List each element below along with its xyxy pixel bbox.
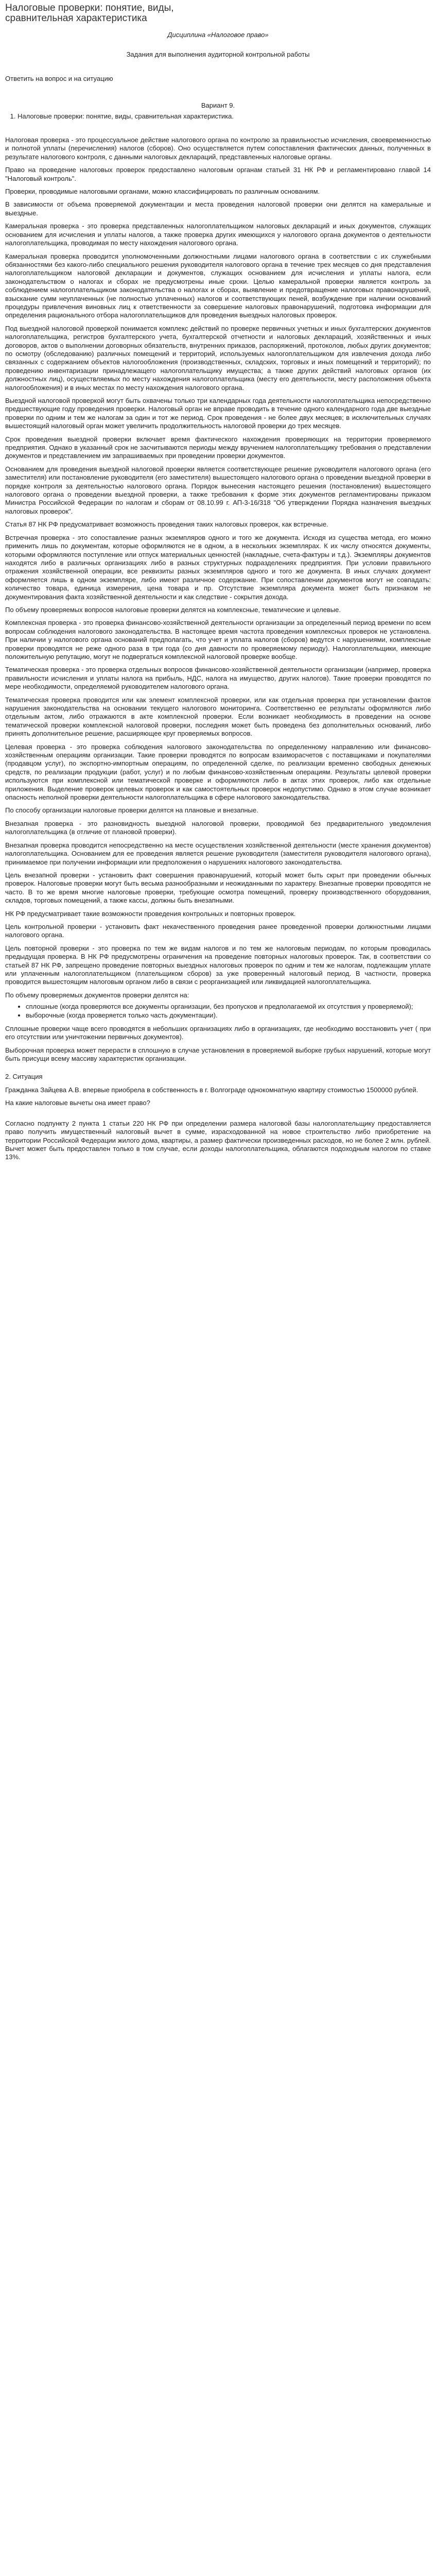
paragraph: Право на проведение налоговых проверок предоставлено налоговым органам статьей 31 НК РФ и регламентировано главой 14 "Налоговый контроль".: [5, 166, 431, 182]
paragraph: Целевая проверка - это проверка соблюдения налогового законодательства по определенному направлению или финансово-хозяйственным операциям организации. Такие проверки проводятся по вопросам взаиморасчетов с поставщиками и покупателями (продавцом услуг), по экспортно-импортным операциям, по определенной сделке, по реализации временно свободных денежных средств, по реализации продукции (работ, услуг) и по любым финансово-хозяйственным операциям. Результаты целевой проверки используются при комплексной или тематической проверке и оформляются либо в актах этих проверок, либо как отдельные приложения. Выделение проверок целевых проверок и как самостоятельных проверок недопустимо. Однако в этом случае возникает опасность неполной проверки деятельности налогоплательщика в сфере налогового законодательства.: [5, 742, 431, 802]
paragraph: Выборочная проверка может перерасти в сплошную в случае установления в проверяемой выборке грубых нарушений, которые могут быть присущи всему массиву характеристик организации.: [5, 1046, 431, 1063]
paragraph: Статья 87 НК РФ предусматривает возможность проведения таких налоговых проверок, как встречные.: [5, 520, 328, 529]
paragraph: Внезапная проверка проводится непосредственно на месте осуществления хозяйственной деятельности (месте хранения документов) налогоплательщика. Основанием для ее проведения является решение руководителя (заместителя руководителя налогового органа), принимаемое при получении информации или предположения о нарушениях налогового законодательства.: [5, 841, 431, 866]
discipline-label: Дисциплина: [167, 31, 206, 39]
paragraph: Срок проведения выездной проверки включает время фактического нахождения проверяющих на территории проверяемого предприятия. Однако в указанный срок не засчитываются периоды между вручением налогоплательщику требования о представлении документов и представлением им запрашиваемых при проведении проверки документов.: [5, 435, 431, 460]
bullet-list: [5, 1003, 431, 1020]
paragraph: Встречная проверка - это сопоставление разных экземпляров одного и того же документа. Исходя из существа метода, его можно применить лишь по документам, которые оформляются не в одном, а в нескольких экземплярах. К их числу относятся документы, которыми оформляются поступление или отпуск материальных ценностей (накладные, счета-фактуры и т.д.). Экземпляры документов находятся либо в различных организациях либо в разных структурных подразделениях предприятия. При условии правильного отражения хозяйственной операции, все реквизиты разных экземпляров одного и того же документа. В иных случаях документ оформляется лишь в одном экземпляре, либо имеют различное содержание. При сопоставлении документов могут не совпадать: количество товара, единица измерения, цена товара и пр. Отсутствие экземпляра документа может быть признаком не документирования факта хозяйственной деятельности и как следствие - сокрытия дохода.: [5, 533, 431, 601]
paragraph: Проверки, проводимые налоговыми органами, можно классифицировать по различным основаниям.: [5, 188, 320, 196]
paragraph: По объему проверяемых документов проверки делятся на:: [5, 991, 189, 999]
paragraph: Внезапная проверка - это разновидность выездной налоговой проверки, проводимой без предварительного уведомления налогоплательщика (в отличие от плановой проверки).: [5, 819, 431, 836]
paragraph: Под выездной налоговой проверкой понимается комплекс действий по проверке первичных учетных и иных бухгалтерских документов налогоплательщика, регистров бухгалтерского учета, бухгалтерской отчетности и налоговых деклараций, хозяйственных и иных договоров, актов о выполнении договорных обязательств, внутренних приказов, распоряжений, протоколов, любых других документов; по осмотру (обследованию) различных помещений и территорий, используемых налогоплательщиком для извлечения дохода либо связанных с содержанием объектов налогообложения (производственных, складских, торговых и иных помещений и территорий); по проведению инвентаризации принадлежащего налогоплательщику имущества; а также других действий налоговых органов (их должностных лиц), осуществляемых по месту нахождения налогоплательщика (месту его деятельности, месту расположения объекта налогообложения) и в иных местах по месту нахождения налогового органа.: [5, 324, 431, 392]
assignment-title: Задания для выполнения аудиторной контрольной работы: [126, 50, 310, 59]
paragraph: Цель повторной проверки - это проверка по тем же видам налогов и по тем же налоговым периодам, по которым проводилась предыдущая проверка. В НК РФ предусмотрены ограничения на проведение повторных налоговых проверок. Так, в соответствии со статьей 87 НК РФ, запрещено проведение повторных выездных налоговых проверок по одним и тем же налогам, подлежащим уплате или уплаченным налогоплательщиком (плательщиком сборов) за уже проверенный налоговый период. В частности, проверка проводится вышестоящим налоговым органом либо в связи с реорганизацией или ликвидацией налогоплательщика.: [5, 944, 431, 986]
paragraph: Тематическая проверка - это проверка отдельных вопросов финансово-хозяйственной деятельности организации (например, проверка правильности исчисления и уплаты налога на прибыль, НДС, налога на имущество, других налогов). Такие проверки проводятся по мере необходимости, определяемой руководителем налогового органа.: [5, 666, 431, 691]
paragraph: Камеральная проверка - это проверка представленных налогоплательщиком налоговых деклараций и иных документов, служащих основанием для исчисления и уплаты налогов, а также проверка других имеющихся у налогового органа документов о деятельности налогоплательщика, проводимая по месту нахождения налогового органа.: [5, 222, 431, 247]
situation-question: На какие налоговые вычеты она имеет право?: [5, 1099, 150, 1107]
discipline-name: «Налоговое право»: [207, 31, 269, 39]
paragraph: Сплошные проверки чаще всего проводятся в небольших организациях либо в организациях, где необходимо восстановить учет ( при его отсутствии или уничтожении первичных документов).: [5, 1025, 431, 1041]
answer-paragraph: Согласно подпункту 2 пункта 1 статьи 220 НК РФ при определении размера налоговой базы налогоплательщику предоставляется право получить имущественный налоговый вычет в сумме, израсходованной на новое строительство либо приобретение на территории Российской Федерации жилого дома, квартиры, а размер фактически произведенных расходов, но не более 2 млн. рублей. Вычет может быть предоставлен только в том случае, если доходы налогоплательщика, облагаются подоходным налогом по ставке 13%.: [5, 1119, 431, 1161]
paragraph: Налоговая проверка - это процессуальное действие налогового органа по контролю за правильностью исчисления, своевременностью и полнотой уплаты (перечисления) налогов (сборов). Оно осуществляется путем сопоставления фактических данных, полученных в результате налогового контроля, с данными налоговых деклараций, представленных налоговые органы.: [5, 136, 431, 161]
paragraph: Основанием для проведения выездной налоговой проверки является соответствующее решение руководителя налогового органа (его заместителя) или постановление руководителя (его заместителя) вышестоящего налогового органа о проведении выездной проверки в порядке контроля за деятельностью налогового органа. Порядок вынесения настоящего решения (постановления) вышестоящего налогового органа о проведении выездной проверки, а также требования к форме этих документов регламентированы приказом Министра Российской Федерации по налогам и сборам от 08.10.99 г. АП-3-16/318 "Об утверждении Порядка назначения выездных налоговых проверок".: [5, 465, 431, 515]
paragraph: В зависимости от объема проверяемой документации и места проведения налоговой проверки они делятся на камеральные и выездные.: [5, 200, 431, 217]
paragraph: Цель контрольной проверки - установить факт некачественного проведения ранее проведенной проверки должностными лицами налогового органа.: [5, 922, 431, 939]
question-list: [5, 112, 431, 121]
situation-text: Гражданка Зайцева А.В. впервые приобрела в собственность в г. Волгограде однокомнатную квартиру стоимостью 1500000 рублей.: [5, 1086, 418, 1094]
spacer: [5, 1112, 431, 1120]
paragraph: Тематическая проверка проводится или как элемент комплексной проверки, или как отдельная проверка при установлении фактов нарушения законодательства на основании текущего налогового мониторинга. Соответственно ее результаты оформляются либо отдельным актом, либо отражаются в акте комплексной проверки. Если возникает необходимость в проведении на основе тематической проверки комплексной налоговой проверки, последняя может быть проведена без дополнительных оснований, либо принять дополнительное решение, расширяющее круг проверяемых вопросов.: [5, 696, 431, 738]
paragraph: По объему проверяемых вопросов налоговые проверки делятся на комплексные, тематические и целевые.: [5, 605, 341, 614]
list-item: • выборочные (когда проверяется только часть документации).: [26, 1011, 431, 1020]
paragraph: Выездной налоговой проверкой могут быть охвачены только три календарных года деятельности налогоплательщика непосредственно предшествующие году проведения проверки. Налоговый орган не вправе проводить в течение одного календарного года две выездные проверки по одним и тем же налогам за один и тот же период. Срок проведения - не более двух месяцев; в исключительных случаях вышестоящий налоговый орган может увеличить продолжительность налоговой проверки до трех месяцев.: [5, 397, 431, 430]
section-1-body: [5, 136, 431, 1063]
answer-instruction: Ответить на вопрос и на ситуацию: [5, 74, 113, 82]
paragraph: По способу организации налоговые проверки делятся на плановые и внезапные.: [5, 806, 258, 815]
situation-block: [5, 1086, 431, 1108]
section-2-heading: 2. Ситуация: [5, 1072, 43, 1080]
page-title: Налоговые проверки: понятие, виды, сравнительная характеристика: [5, 3, 174, 24]
paragraph: Цель внезапной проверки - установить факт совершения правонарушений, который может быть скрыт при проведении обычных проверок. Налоговые проверки могут быть весьма разнообразными и неожиданными по характеру. Внезапные проверки проводятся не часто. В то же время многие налоговые проверки, требующие осмотра помещений, проверку производственного оборудования, складов, торговых помещений, а также кассы, должны быть внезапными.: [5, 871, 431, 905]
paragraph: Камеральная проверка проводится уполномоченными должностными лицами налогового органа в соответствии с их служебными обязанностями без какого-либо специального решения руководителя налогового органа в течение трех месяцев со дня представления налогоплательщиком налоговой декларации и документов, служащих основанием для исчисления и уплаты налога, если законодательством о налогах и сборах не предусмотрены иные сроки. Целью камеральной проверки является контроль за соблюдением налогоплательщиком законодательства о налогах и сборах, выявление и предотвращение налоговых правонарушений, взыскание сумм неуплаченных (не полностью уплаченных) налогов и соответствующих пеней, возбуждение при наличии оснований процедуры привлечения виновных лиц к ответственности за совершение налоговых правонарушений, подготовка информации для определения рационального отбора налогоплательщиков для проведения выездных налоговых проверок.: [5, 252, 431, 319]
paragraph: НК РФ предусматривает такие возможности проведения контрольных и повторных проверок.: [5, 909, 296, 918]
discipline-line: [5, 31, 431, 39]
paragraph: Комплексная проверка - это проверка финансово-хозяйственной деятельности организации за определенный период времени по всем вопросам соблюдения налогового законодательства. В настоящее время частота проведения комплексных проверок не установлена. При наличии у налогового органа оснований предполагать, что учет и уплата налогов (сборов) ведутся с нарушениями, комплексные проверки проводятся не реже одного раза в три года (со дня давности по проверяемому периоду). Налогоплательщики, имеющие положительную репутацию, могут не подвергаться комплексной налоговой проверке вообще.: [5, 619, 431, 660]
variant-heading: Вариант 9.: [201, 101, 235, 110]
question-item: 1. Налоговые проверки: понятие, виды, сравнительная характеристика.: [18, 112, 431, 121]
list-item: • сплошные (когда проверяются все документы организации, без пропусков и предполагаемой их отсутствия у проверяемой);: [26, 1003, 431, 1011]
